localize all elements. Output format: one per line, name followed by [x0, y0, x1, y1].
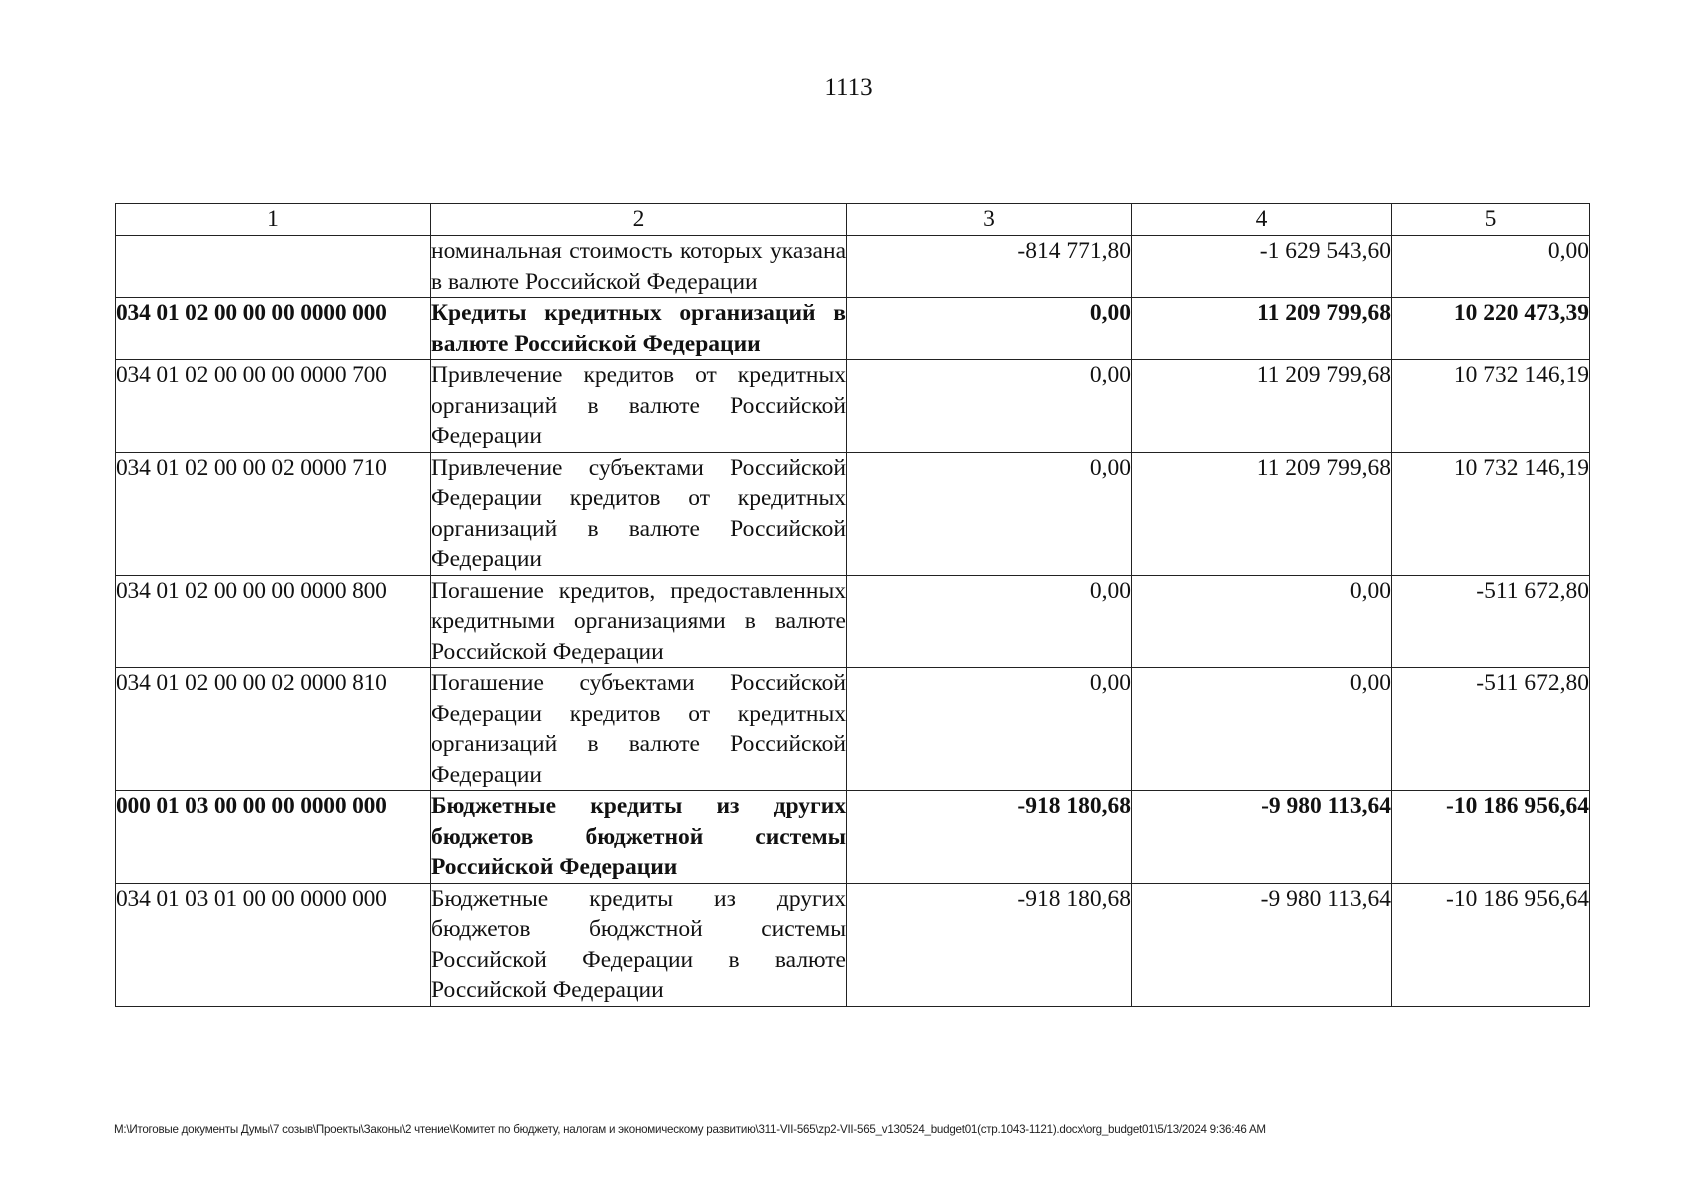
amount-col5-cell: 0,00: [1392, 236, 1590, 298]
table-row: [116, 575, 1590, 668]
amount-col3-cell: -918 180,68: [847, 791, 1132, 884]
column-header-2: 2: [431, 204, 847, 236]
amount-col3-cell: 0,00: [847, 668, 1132, 791]
amount-col5-cell: 10 220 473,39: [1392, 298, 1590, 360]
source-name-cell: Погашение субъектами Российской Федерации кредитов от кредитных организаций в валюте Российской Федерации: [431, 668, 847, 791]
amount-col4-cell: 11 209 799,68: [1132, 360, 1392, 453]
amount-col3-cell: 0,00: [847, 298, 1132, 360]
table-row: [116, 360, 1590, 453]
amount-col5-cell: 10 732 146,19: [1392, 452, 1590, 575]
source-name-cell: Бюджетные кредиты из других бюджетов бюджстной системы Российской Федерации в валюте Российской Федерации: [431, 883, 847, 1006]
amount-col4-cell: 11 209 799,68: [1132, 452, 1392, 575]
table-row: [116, 298, 1590, 360]
budget-code-cell: 034 01 02 00 00 02 0000 810: [116, 668, 431, 791]
amount-col4-cell: -1 629 543,60: [1132, 236, 1392, 298]
table-row: [116, 883, 1590, 1006]
column-header-1: 1: [116, 204, 431, 236]
column-header-3: 3: [847, 204, 1132, 236]
budget-code-cell: 034 01 02 00 00 00 0000 800: [116, 575, 431, 668]
amount-col5-cell: -10 186 956,64: [1392, 883, 1590, 1006]
amount-col4-cell: 0,00: [1132, 668, 1392, 791]
table-row: [116, 791, 1590, 884]
source-name-cell: номинальная стоимость которых указана в валюте Российской Федерации: [431, 236, 847, 298]
amount-col3-cell: 0,00: [847, 575, 1132, 668]
source-name-cell: Привлечение субъектами Российской Федерации кредитов от кредитных организаций в валюте Российской Федерации: [431, 452, 847, 575]
column-number-header-row: [116, 204, 1590, 236]
amount-col3-cell: 0,00: [847, 360, 1132, 453]
source-name-cell: Бюджетные кредиты из других бюджетов бюджетной системы Российской Федерации: [431, 791, 847, 884]
budget-code-cell: [116, 236, 431, 298]
document-path-footer: M:\Итоговые документы Думы\7 созыв\Проекты\Законы\2 чтение\Комитет по бюджету, налогам и экономическому развитию\311-VII-565\zp2-VII-565_v130524_budget01(стр.1043-1121).docx\org_budget01\5/13/2024 9:36:46 AM: [114, 1123, 1266, 1136]
source-name-cell: Погашение кредитов, предоставленных кредитными организациями в валюте Российской Федерации: [431, 575, 847, 668]
amount-col3-cell: -814 771,80: [847, 236, 1132, 298]
table-body: [116, 236, 1590, 1007]
budget-code-cell: 034 01 02 00 00 00 0000 000: [116, 298, 431, 360]
table-row: [116, 236, 1590, 298]
amount-col3-cell: 0,00: [847, 452, 1132, 575]
source-name-cell: Привлечение кредитов от кредитных организаций в валюте Российской Федерации: [431, 360, 847, 453]
source-name-cell: Кредиты кредитных организаций в валюте Российской Федерации: [431, 298, 847, 360]
budget-code-cell: 000 01 03 00 00 00 0000 000: [116, 791, 431, 884]
amount-col4-cell: -9 980 113,64: [1132, 883, 1392, 1006]
amount-col4-cell: -9 980 113,64: [1132, 791, 1392, 884]
budget-code-cell: 034 01 02 00 00 02 0000 710: [116, 452, 431, 575]
amount-col5-cell: 10 732 146,19: [1392, 360, 1590, 453]
amount-col3-cell: -918 180,68: [847, 883, 1132, 1006]
amount-col5-cell: -10 186 956,64: [1392, 791, 1590, 884]
amount-col5-cell: -511 672,80: [1392, 575, 1590, 668]
column-header-4: 4: [1132, 204, 1392, 236]
amount-col5-cell: -511 672,80: [1392, 668, 1590, 791]
amount-col4-cell: 0,00: [1132, 575, 1392, 668]
budget-code-cell: 034 01 03 01 00 00 0000 000: [116, 883, 431, 1006]
budget-code-cell: 034 01 02 00 00 00 0000 700: [116, 360, 431, 453]
budget-sources-table: [115, 203, 1590, 1007]
column-header-5: 5: [1392, 204, 1590, 236]
amount-col4-cell: 11 209 799,68: [1132, 298, 1392, 360]
page-number: 1113: [824, 74, 873, 101]
table-row: [116, 668, 1590, 791]
table-row: [116, 452, 1590, 575]
